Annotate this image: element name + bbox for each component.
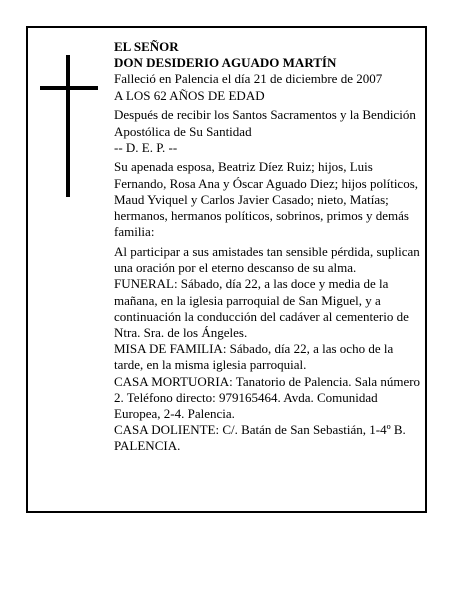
obituary-text xyxy=(114,39,422,455)
prayer-request: Al participar a sus amistades tan sensible pérdida, suplican una oración por el eterno descanso de su alma. xyxy=(114,243,420,276)
cross-icon xyxy=(40,55,98,197)
sacraments-notice: Después de recibir los Santos Sacramentos y la Bendición Apostólica de Su Santidad xyxy=(114,107,416,139)
rip-line: -- D. E. P. -- xyxy=(114,139,178,155)
funeral-info: FUNERAL: Sábado, día 22, a las doce y media de la mañana, en la iglesia parroquial de San Miguel, y a continuación la conducción del cadáver al cementerio de Ntra. Sra. de los Ángeles. xyxy=(114,276,409,340)
deceased-name: DON DESIDERIO AGUADO MARTÍN xyxy=(114,55,337,71)
family-list: Su apenada esposa, Beatriz Díez Ruiz; hijos, Luis Fernando, Rosa Ana y Óscar Aguado Diez; hijos políticos, Maud Yviquel y Carlos Javier Casado; nieto, Matías; hermanos, hermanos políticos, sobrinos, primos y demás familia: xyxy=(114,159,419,240)
family-mass-info: MISA DE FAMILIA: Sábado, día 22, a las ocho de la tarde, en la misma iglesia parroquial. xyxy=(114,341,394,373)
mourning-house-info: CASA DOLIENTE: C/. Batán de San Sebastián, 1-4º B. PALENCIA. xyxy=(114,422,406,454)
mortuary-info: CASA MORTUORIA: Tanatorio de Palencia. Sala número 2. Teléfono directo: 979165464. Avda. Comunidad Europea, 2-4. Palencia. xyxy=(114,373,421,421)
death-notice: Falleció en Palencia el día 21 de diciembre de 2007 xyxy=(114,71,383,87)
age-notice: A LOS 62 AÑOS DE EDAD xyxy=(114,87,265,103)
deceased-title: EL SEÑOR xyxy=(114,39,179,54)
